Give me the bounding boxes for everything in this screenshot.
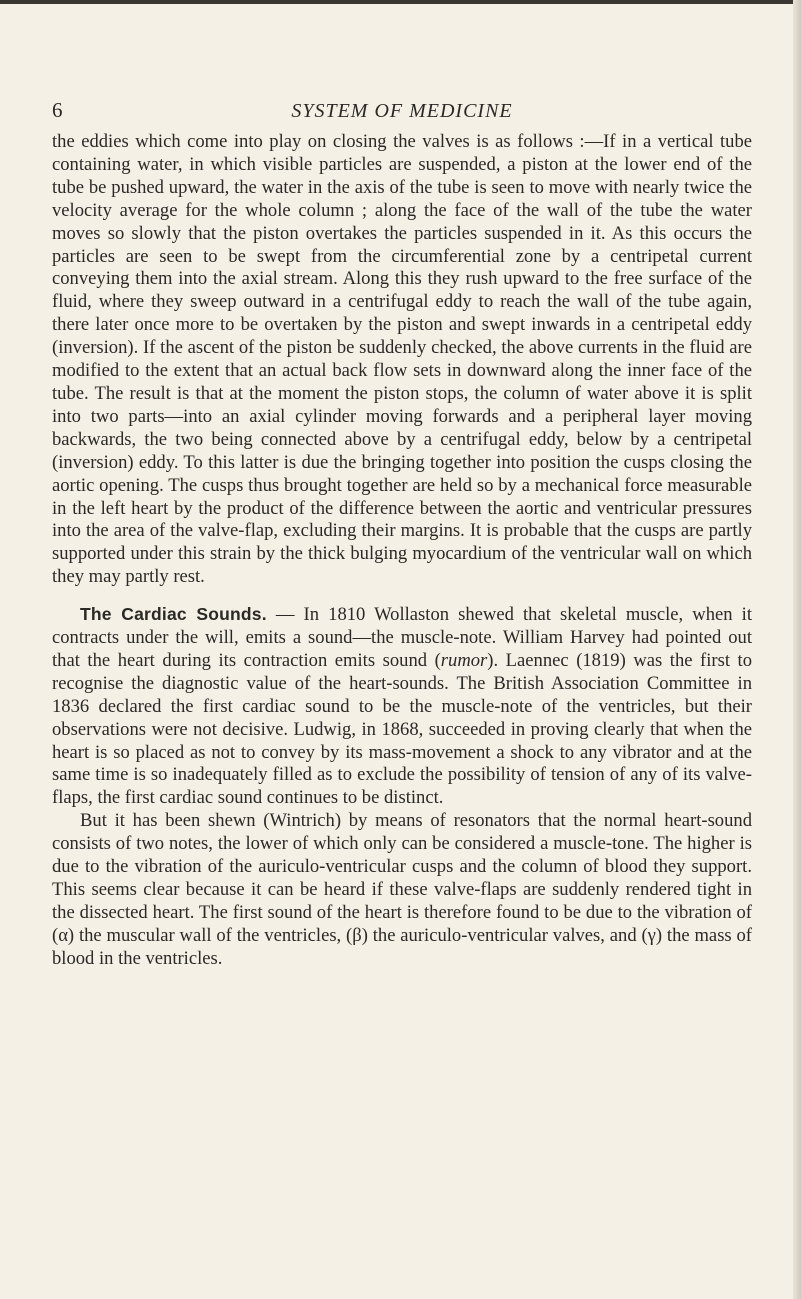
page-number: 6 [52,98,63,122]
top-edge-rule [0,0,801,4]
section-heading-cardiac-sounds: The Cardiac Sounds. [80,604,267,625]
paragraph-resonators: But it has been shewn (Wintrich) by means of resonators that the normal heart-sound consists of two notes, the lower of which only can be considered a muscle-tone. The higher is due to the vibration of the auriculo-ventricular cusps and the column of blood they support. This seems clear because it can be heard if these valve-flaps are suddenly rendered tight in the dissected heart. The first sound of the heart is therefore found to be due to the vibration of (α) the muscular wall of the ventricles, (β) the auriculo-ventricular valves, and (γ) the mass of blood in the ventricles. [52,810,752,969]
paragraph-text: ). Laennec (1819) was the first to recognise the diagnostic value of the heart-sounds. The British Association Committee in 1836 declared the first cardiac sound to be the muscle-note of the ventricles, but their observations were not decisive. Ludwig, in 1868, succeeded in proving clearly that when the heart is so placed as not to convey by its mass-movement a shock to any vibrator and at the same time is so inadequately filled as to exclude the possibility of tension of any of its valve-flaps, the first cardiac sound continues to be distinct. [52,649,753,809]
paragraph-spacer [52,589,752,603]
paragraph-cardiac-sounds [52,603,752,810]
page-edge-shadow [793,0,801,1299]
italic-term: rumor [440,649,488,671]
running-title: SYSTEM OF MEDICINE [291,100,513,122]
paragraph-eddies: the eddies which come into play on closing the valves is as follows :—If in a vertical tube containing water, in which visible particles are suspended, a piston at the lower end of the tube be pushed upward, the water in the axis of the tube is seen to move with nearly twice the velocity average for the whole column ; along the face of the wall of the tube the water moves so slowly that the piston overtakes the particles suspended in it. As this occurs the particles are seen to be swept from the circumferential zone by a centripetal current conveying them into the axial stream. Along this they rush upward to the free surface of the fluid, where they sweep outward in a centrifugal eddy to reach the wall of the tube again, there later once more to be overtaken by the piston and swept inwards in a centripetal eddy (inversion). If the ascent of the piston be suddenly checked, the above currents in the fluid are modified to the extent that an actual back flow sets in downward along the inner face of the tube. The result is that at the moment the piston stops, the column of water above it is split into two parts—into an axial cylinder moving forwards and a peripheral layer moving backwards, the two being connected above by a centrifugal eddy, below by a centripetal (inversion) eddy. To this latter is due the bringing together into position the cusps closing the aortic opening. The cusps thus brought together are held so by a mechanical force measurable in the left heart by the product of the difference between the aortic and ventricular pressures into the area of the valve-flap, excluding their margins. It is probable that the cusps are partly supported under this strain by the thick bulging myocardium of the ventricular wall on which they may partly rest. [52,131,752,588]
paragraph-text: — In 1810 Wollaston shewed that skeletal muscle, when it contracts under the will, emits a sound—the muscle-note. William Harvey had pointed out that the heart during its contraction emits sound ( [52,604,752,671]
page-header [52,98,752,128]
body-text [52,131,752,971]
